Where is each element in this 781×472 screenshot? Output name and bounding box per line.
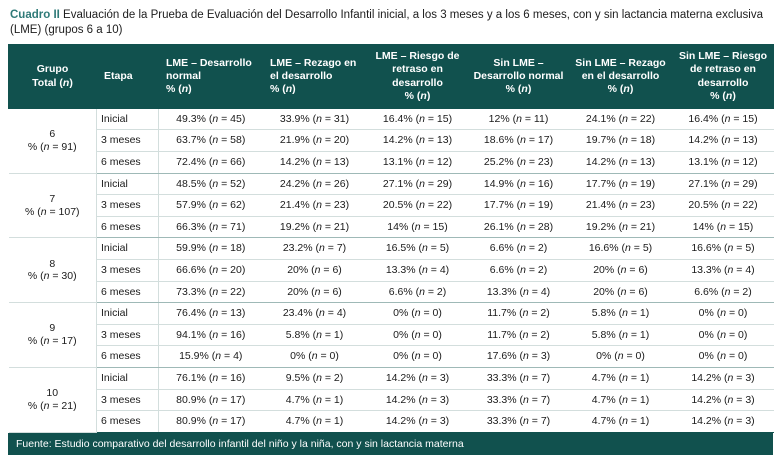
- value-cell: 5.8% (n = 1): [569, 324, 673, 346]
- value-cell: 12% (n = 11): [469, 108, 569, 130]
- table-row: [9, 389, 774, 411]
- group-total: % (n = 107): [24, 205, 80, 218]
- value-cell: 18.6% (n = 17): [469, 130, 569, 152]
- value-cell: 76.4% (n = 13): [159, 303, 263, 325]
- value-cell: 4.7% (n = 1): [569, 367, 673, 389]
- value-cell: 17.6% (n = 3): [469, 346, 569, 368]
- value-cell: 16.5% (n = 5): [367, 238, 469, 260]
- stage-cell: 3 meses: [97, 324, 159, 346]
- value-cell: 13.1% (n = 12): [367, 152, 469, 174]
- value-cell: 72.4% (n = 66): [159, 152, 263, 174]
- value-cell: 59.9% (n = 18): [159, 238, 263, 260]
- value-cell: 73.3% (n = 22): [159, 281, 263, 303]
- value-cell: 20% (n = 6): [263, 281, 367, 303]
- value-cell: 5.8% (n = 1): [569, 303, 673, 325]
- column-header-sinlme-riesgo: Sin LME – Riesgo de retraso en desarrollo % (n): [673, 45, 774, 109]
- group-cell: [9, 303, 97, 368]
- group-number: 8: [49, 257, 56, 270]
- stage-cell: 6 meses: [97, 152, 159, 174]
- table-body: [9, 108, 774, 432]
- value-cell: 27.1% (n = 29): [367, 173, 469, 195]
- table-row: [9, 130, 774, 152]
- value-cell: 76.1% (n = 16): [159, 367, 263, 389]
- column-header-sinlme-rezago: Sin LME – Rezago en el desarrollo % (n): [569, 45, 673, 109]
- stage-cell: Inicial: [97, 108, 159, 130]
- value-cell: 14.2% (n = 13): [263, 152, 367, 174]
- table-row: [9, 108, 774, 130]
- value-cell: 6.6% (n = 2): [367, 281, 469, 303]
- stage-cell: 6 meses: [97, 281, 159, 303]
- value-cell: 0% (n = 0): [263, 346, 367, 368]
- table-row: [9, 281, 774, 303]
- value-cell: 6.6% (n = 2): [673, 281, 774, 303]
- value-cell: 13.1% (n = 12): [673, 152, 774, 174]
- stage-cell: 3 meses: [97, 130, 159, 152]
- value-cell: 13.3% (n = 4): [469, 281, 569, 303]
- table-row: [9, 260, 774, 282]
- header-line-2: Total (n): [32, 76, 73, 89]
- value-cell: 15.9% (n = 4): [159, 346, 263, 368]
- stage-cell: Inicial: [97, 303, 159, 325]
- value-cell: 14.2% (n = 3): [367, 411, 469, 433]
- value-cell: 13.3% (n = 4): [367, 260, 469, 282]
- table-source-note: Fuente: Estudio comparativo del desarrollo infantil del niño y la niña, con y sin lactancia materna: [8, 433, 773, 455]
- value-cell: 0% (n = 0): [673, 303, 774, 325]
- column-header-sinlme-normal: Sin LME – Desarrollo normal % (n): [469, 45, 569, 109]
- value-cell: 27.1% (n = 29): [673, 173, 774, 195]
- group-cell: [9, 173, 97, 238]
- value-cell: 19.2% (n = 21): [263, 216, 367, 238]
- value-cell: 5.8% (n = 1): [263, 324, 367, 346]
- value-cell: 17.7% (n = 19): [469, 195, 569, 217]
- value-cell: 16.6% (n = 5): [569, 238, 673, 260]
- value-cell: 20% (n = 6): [263, 260, 367, 282]
- value-cell: 14.2% (n = 13): [367, 130, 469, 152]
- value-cell: 16.6% (n = 5): [673, 238, 774, 260]
- group-total: % (n = 91): [27, 140, 77, 153]
- value-cell: 0% (n = 0): [673, 346, 774, 368]
- data-table: [8, 44, 774, 432]
- table-caption: [10, 8, 771, 38]
- value-cell: 33.9% (n = 31): [263, 108, 367, 130]
- table-head: [9, 45, 774, 109]
- table-row: [9, 195, 774, 217]
- value-cell: 16.4% (n = 15): [673, 108, 774, 130]
- value-cell: 48.5% (n = 52): [159, 173, 263, 195]
- group-number: 9: [49, 322, 56, 335]
- value-cell: 80.9% (n = 17): [159, 389, 263, 411]
- value-cell: 21.4% (n = 23): [263, 195, 367, 217]
- caption-text: Evaluación de la Prueba de Evaluación del Desarrollo Infantil inicial, a los 3 meses y a los 6 meses, con y sin lactancia materna exclusiva (LME) (grupos 6 a 10): [10, 9, 763, 37]
- value-cell: 14.2% (n = 3): [673, 411, 774, 433]
- group-total: % (n = 30): [27, 270, 77, 283]
- value-cell: 17.7% (n = 19): [569, 173, 673, 195]
- stage-cell: Inicial: [97, 238, 159, 260]
- value-cell: 0% (n = 0): [367, 303, 469, 325]
- group-total: % (n = 21): [27, 399, 77, 412]
- value-cell: 4.7% (n = 1): [569, 389, 673, 411]
- group-number: 10: [46, 387, 59, 400]
- value-cell: 21.9% (n = 20): [263, 130, 367, 152]
- value-cell: 33.3% (n = 7): [469, 411, 569, 433]
- value-cell: 6.6% (n = 2): [469, 260, 569, 282]
- value-cell: 26.1% (n = 28): [469, 216, 569, 238]
- table-row: [9, 173, 774, 195]
- value-cell: 80.9% (n = 17): [159, 411, 263, 433]
- value-cell: 14.2% (n = 3): [673, 367, 774, 389]
- value-cell: 14% (n = 15): [367, 216, 469, 238]
- stage-cell: Inicial: [97, 173, 159, 195]
- value-cell: 0% (n = 0): [367, 346, 469, 368]
- value-cell: 66.6% (n = 20): [159, 260, 263, 282]
- value-cell: 24.2% (n = 26): [263, 173, 367, 195]
- group-number: 6: [49, 128, 56, 141]
- column-header-lme-normal: LME – Desarrollo normal % (n): [159, 45, 263, 109]
- value-cell: 63.7% (n = 58): [159, 130, 263, 152]
- value-cell: 14% (n = 15): [673, 216, 774, 238]
- table-row: [9, 303, 774, 325]
- value-cell: 20.5% (n = 22): [367, 195, 469, 217]
- group-cell: [9, 238, 97, 303]
- table-row: [9, 411, 774, 433]
- value-cell: 23.4% (n = 4): [263, 303, 367, 325]
- table-row: [9, 367, 774, 389]
- value-cell: 20% (n = 6): [569, 260, 673, 282]
- table-row: [9, 346, 774, 368]
- column-header-lme-rezago: LME – Rezago en el desarrollo % (n): [263, 45, 367, 109]
- value-cell: 0% (n = 0): [673, 324, 774, 346]
- header-row: [9, 45, 774, 109]
- value-cell: 14.2% (n = 13): [569, 152, 673, 174]
- stage-cell: 6 meses: [97, 411, 159, 433]
- group-total: % (n = 17): [27, 335, 77, 348]
- value-cell: 19.7% (n = 18): [569, 130, 673, 152]
- value-cell: 57.9% (n = 62): [159, 195, 263, 217]
- group-cell: [9, 108, 97, 173]
- value-cell: 16.4% (n = 15): [367, 108, 469, 130]
- value-cell: 49.3% (n = 45): [159, 108, 263, 130]
- column-header-lme-riesgo: LME – Riesgo de retraso en desarrollo % (n): [367, 45, 469, 109]
- value-cell: 14.2% (n = 3): [367, 389, 469, 411]
- value-cell: 14.2% (n = 13): [673, 130, 774, 152]
- table-row: [9, 216, 774, 238]
- value-cell: 33.3% (n = 7): [469, 367, 569, 389]
- table-row: [9, 324, 774, 346]
- value-cell: 6.6% (n = 2): [469, 238, 569, 260]
- value-cell: 19.2% (n = 21): [569, 216, 673, 238]
- value-cell: 20.5% (n = 22): [673, 195, 774, 217]
- value-cell: 14.9% (n = 16): [469, 173, 569, 195]
- group-cell: [9, 367, 97, 432]
- value-cell: 11.7% (n = 2): [469, 324, 569, 346]
- column-header-etapa: Etapa: [97, 45, 159, 109]
- value-cell: 4.7% (n = 1): [569, 411, 673, 433]
- value-cell: 4.7% (n = 1): [263, 411, 367, 433]
- value-cell: 25.2% (n = 23): [469, 152, 569, 174]
- value-cell: 66.3% (n = 71): [159, 216, 263, 238]
- value-cell: 9.5% (n = 2): [263, 367, 367, 389]
- value-cell: 23.2% (n = 7): [263, 238, 367, 260]
- value-cell: 21.4% (n = 23): [569, 195, 673, 217]
- column-header-grupo-total: [9, 45, 97, 109]
- value-cell: 33.3% (n = 7): [469, 389, 569, 411]
- value-cell: 0% (n = 0): [569, 346, 673, 368]
- value-cell: 14.2% (n = 3): [367, 367, 469, 389]
- caption-label: Cuadro II: [10, 9, 60, 21]
- value-cell: 4.7% (n = 1): [263, 389, 367, 411]
- stage-cell: 3 meses: [97, 260, 159, 282]
- value-cell: 94.1% (n = 16): [159, 324, 263, 346]
- value-cell: 20% (n = 6): [569, 281, 673, 303]
- stage-cell: 6 meses: [97, 346, 159, 368]
- stage-cell: 6 meses: [97, 216, 159, 238]
- value-cell: 13.3% (n = 4): [673, 260, 774, 282]
- value-cell: 0% (n = 0): [367, 324, 469, 346]
- table-row: [9, 152, 774, 174]
- stage-cell: 3 meses: [97, 195, 159, 217]
- group-number: 7: [49, 192, 56, 205]
- value-cell: 11.7% (n = 2): [469, 303, 569, 325]
- stage-cell: 3 meses: [97, 389, 159, 411]
- stage-cell: Inicial: [97, 367, 159, 389]
- table-row: [9, 238, 774, 260]
- value-cell: 24.1% (n = 22): [569, 108, 673, 130]
- header-line-1: Grupo: [36, 63, 69, 76]
- value-cell: 14.2% (n = 3): [673, 389, 774, 411]
